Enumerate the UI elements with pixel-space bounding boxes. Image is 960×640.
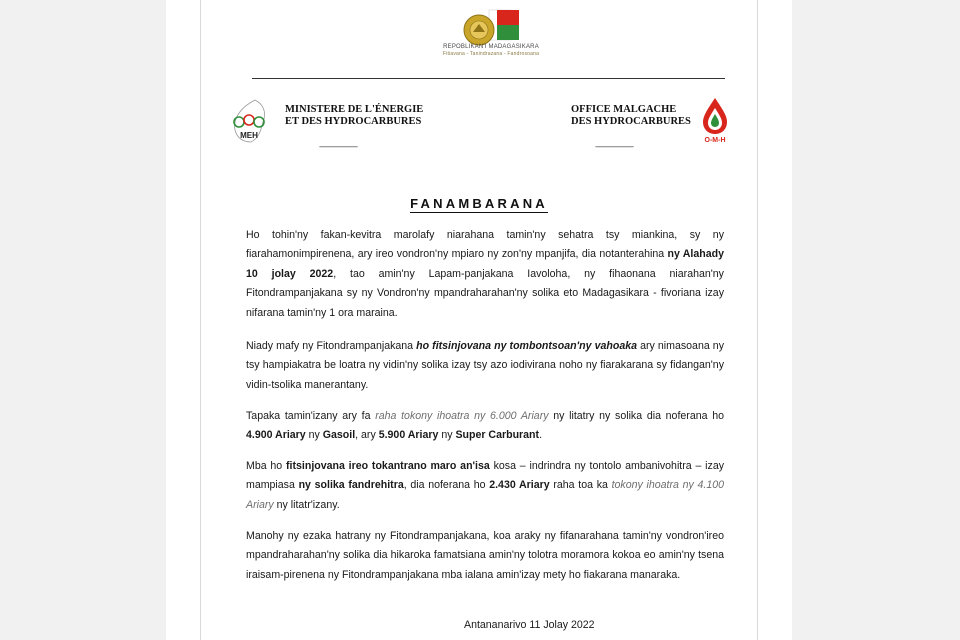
p3-text-1: Tapaka tamin'izany ary fa xyxy=(246,410,376,422)
p1-text-1: Ho tohin'ny fakan-kevitra marolafy niarahana tamin'ny sehatra tsy miankina, sy ny fiarahamonimpirenena, ary ireo vondron'ny mpiaro ny zon'ny mpanjifa, dia notanterahina xyxy=(246,229,724,261)
p4-text-2: kosa – indrindra ny tontolo ambanivohitra – izay mampiasa xyxy=(246,460,725,492)
left-margin-strip xyxy=(166,0,200,640)
p4-petrol-price: 2.430 Ariary xyxy=(489,479,550,492)
p3-italic-price: raha tokony ihoatra ny 6.000 Ariary xyxy=(375,410,549,422)
p3-gasoil: Gasoil xyxy=(322,429,356,442)
paragraph-2 xyxy=(246,337,724,395)
omh-logo-text: O-M-H xyxy=(704,137,726,144)
p4-italic-price: tokony ihoatra ny 4.100 Ariary xyxy=(246,479,724,511)
p4-text-5: ny litatr'izany. xyxy=(273,498,340,511)
omh-logo-icon xyxy=(697,96,733,144)
document-title xyxy=(201,196,757,211)
paragraph-5 xyxy=(246,527,724,585)
header-divider xyxy=(252,78,725,79)
ministry-name-line1: MINISTERE DE L'ÉNERGIE xyxy=(285,104,424,115)
p3-gasoil-price: 4.900 Ariary xyxy=(246,429,306,442)
seal-title: REPOBLIKAN'I MADAGASIKARA xyxy=(443,44,539,50)
p3-text-3: ny xyxy=(305,429,323,442)
office-name-line2: DES HYDROCARBURES xyxy=(571,116,691,127)
paragraph-4 xyxy=(246,457,724,515)
p2-bold-italic: ho fitsinjovana ny tombontsoan'ny vahoaka xyxy=(416,340,638,352)
p3-text-6: . xyxy=(539,429,543,442)
ministry-block xyxy=(285,104,485,151)
p3-super-carburant: Super Carburant xyxy=(455,429,540,442)
p4-text-3: , dia noferana ho xyxy=(403,479,490,492)
right-margin-strip xyxy=(757,0,792,640)
meh-logo-text: MEH xyxy=(240,131,258,140)
p4-bold-2: ny solika fandrehitra xyxy=(298,479,404,492)
paragraph-3 xyxy=(246,407,724,446)
office-separator: ------------------- xyxy=(595,141,633,151)
p3-text-2: ny litatry ny solika dia noferana ho xyxy=(548,410,724,422)
p2-text-1: Niady mafy ny Fitondrampanjakana xyxy=(246,340,417,352)
seal-motto: Fitiavana - Tanindrazana - Fandrosoana xyxy=(442,51,540,57)
p2-text-2: ary nimasoana ny tsy hampiakatra be loatra ny vidin'ny solika izay tsy azo iodivirana noho ny fiarakarana sy fidangan'ny vidin-tsolika manerantany. xyxy=(246,340,724,391)
p4-text-4: raha toa ka xyxy=(549,479,612,492)
document-title-text: FANAMBARANA xyxy=(410,196,548,211)
p3-text-5: ny xyxy=(438,429,456,442)
p4-bold-1: fitsinjovana ireo tokantrano maro an'isa xyxy=(286,460,490,472)
meh-logo-icon xyxy=(229,98,269,144)
office-block xyxy=(571,104,701,151)
p4-text-1: Mba ho xyxy=(246,460,287,472)
document-date: Antananarivo 11 Jolay 2022 xyxy=(464,619,595,631)
p1-text-2: , tao amin'ny Lapam-panjakana Iavoloha, ny fihaonana niarahan'ny Fitondrampanjakana sy ny Vondron'ny mpandraharahan'ny solika eto Madagasikara - fivoriana izay nifarana tamin'ny 1 ora maraina. xyxy=(246,267,724,319)
office-name-line1: OFFICE MALGACHE xyxy=(571,104,677,115)
seal-caption xyxy=(421,44,561,58)
ministry-name-line2: ET DES HYDROCARBURES xyxy=(285,116,422,127)
ministry-separator: ------------------- xyxy=(319,141,357,151)
p5-text-1: Manohy ny ezaka hatrany ny Fitondrampanjakana, koa araky ny fifanarahana tamin'ny vondron'ireo mpandraharahan'ny solika dia hikaroka famatsiana amin'ny tolotra moramora kokoa eo amin'ny tsena iraisam-pirenena ny Fitondrampanjakana mba ialana amin'izay mety ho fiakarana manaraka. xyxy=(246,530,724,581)
p3-super-price: 5.900 Ariary xyxy=(378,429,439,442)
document-page xyxy=(200,0,758,640)
p1-bold-date: ny Alahady 10 jolay 2022 xyxy=(246,248,724,280)
paragraph-1 xyxy=(246,226,724,323)
p3-text-4: , ary xyxy=(355,429,379,442)
